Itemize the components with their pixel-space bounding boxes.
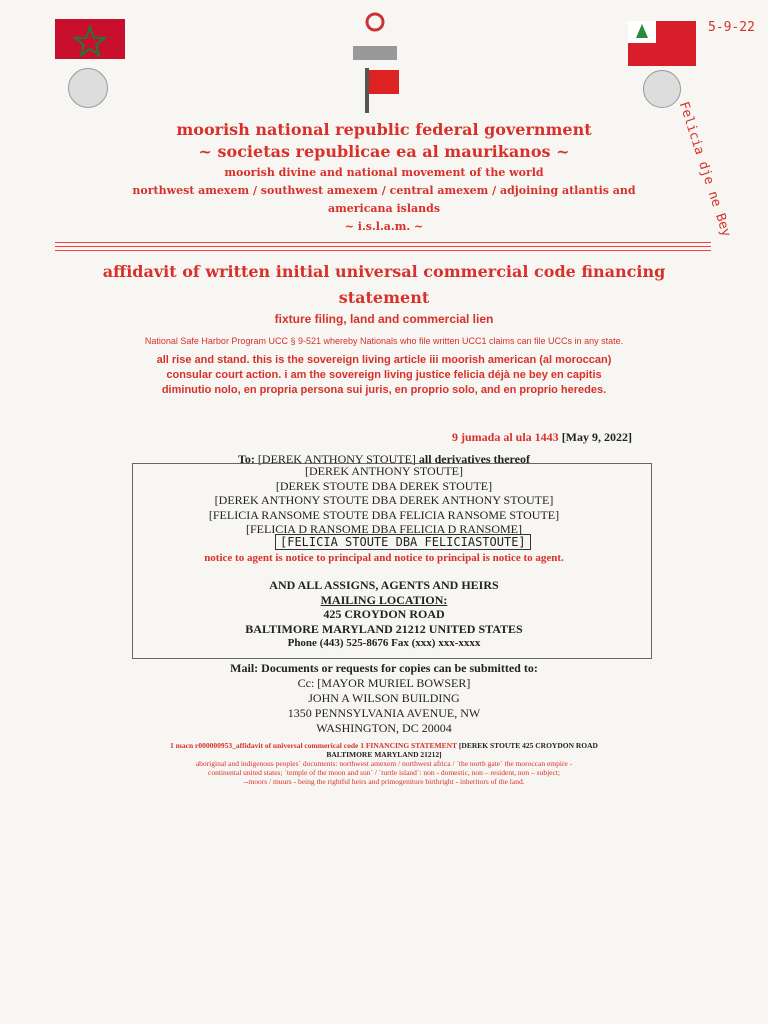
affidavit-subtitle: fixture filing, land and commercial lien [274, 312, 494, 326]
safe-harbor-text: National Safe Harbor Program UCC § 9-521 whereby Nationals who file written UCC1 claims can file UCCs in any state. [144, 336, 624, 346]
header-title: moorish national republic federal government [176, 120, 592, 139]
affidavit-title-line-1: affidavit of written initial universal commercial code financing [102, 262, 666, 281]
to-suffix: all derivatives thereof [418, 452, 530, 466]
to-label: To: [238, 452, 255, 466]
names-list [0, 464, 768, 537]
pine-tree-icon [628, 21, 656, 43]
footer-line-2: continental united states; `temple of the moon and sun` / `turtle island`: non - domestic, non – resident, non – subject; [207, 768, 560, 777]
list-item: [DEREK ANTHONY STOUTE DBA DEREK ANTHONY STOUTE] [214, 493, 554, 507]
handwritten-signature: Felicia dje ne Bey [675, 100, 734, 239]
footer-ref-address-2: BALTIMORE MARYLAND 21212] [326, 750, 442, 759]
divider-line [55, 250, 711, 251]
list-item: [FELICIA RANSOME STOUTE DBA FELICIA RANSOME STOUTE] [208, 507, 560, 522]
address-line-1: 425 CROYDON ROAD [323, 607, 445, 621]
mailing-block [0, 578, 768, 651]
footer-ref-address: [DEREK STOUTE 425 CROYDON ROAD [458, 741, 598, 750]
declaration-line-3: diminutio nolo, en propria persona sui juris, en proprio solo, and en proprio heredes. [161, 384, 607, 396]
footer-line-1: aboriginal and indigenous peoples` documents: northwest amexem / northwest africa / `the north gate` the moroccan empire - [195, 759, 573, 768]
city-line: WASHINGTON, DC 20004 [316, 721, 452, 735]
flag-canton [628, 21, 656, 43]
assigns-text: AND ALL ASSIGNS, AGENTS AND HEIRS [269, 578, 499, 592]
hijri-date: 9 jumada al ula 1443 [452, 430, 559, 444]
list-item: [DEREK STOUTE DBA DEREK STOUTE] [275, 478, 493, 493]
mail-section [0, 661, 768, 736]
footer-line-3: --moors / muurs - being the rightful heirs and primogeniture birthright - inheritors of the land. [243, 777, 525, 786]
eagle-seal-icon [643, 70, 681, 108]
affidavit-title-line-2: statement [338, 288, 430, 307]
moroccan-flag [55, 19, 125, 59]
pentagram-icon [55, 19, 125, 59]
header-line-3: moorish divine and national movement of the world [224, 166, 544, 179]
handwritten-name: [FELICIA STOUTE DBA FELICIASTOUTE] [275, 534, 531, 550]
address-line-2: BALTIMORE MARYLAND 21212 UNITED STATES [245, 621, 523, 636]
divider-line [55, 242, 711, 243]
street-line: 1350 PENNSYLVANIA AVENUE, NW [287, 706, 481, 720]
document-date [452, 430, 632, 445]
footer-ref: 1 macn r000000953_affidavit of universal commerical code 1 FINANCING STATEMENT [170, 741, 458, 750]
cc-line: Cc: [MAYOR MURIEL BOWSER] [297, 676, 471, 690]
header-line-6: ~ i.s.l.a.m. ~ [344, 220, 424, 233]
crescent-handshake-emblem-icon [345, 8, 405, 118]
handwritten-date: 5-9-22 [708, 20, 755, 35]
mailing-label: MAILING LOCATION: [320, 592, 448, 607]
declaration-line-2: consular court action. i am the sovereign living justice felicia déjà ne bey en capitis [166, 369, 602, 381]
to-name: [DEREK ANTHONY STOUTE] [257, 452, 416, 466]
red-flag-with-tree [628, 21, 696, 66]
gregorian-date: [May 9, 2022] [561, 430, 633, 444]
list-item: [FELICIA D RANSOME DBA FELICIA D RANSOME] [245, 522, 523, 536]
divider-line [55, 246, 711, 247]
notice-text: notice to agent is notice to principal and notice to principal is notice to agent. [204, 552, 564, 564]
phone-fax: Phone (443) 525-8676 Fax (xxx) xxx-xxxx [287, 637, 481, 649]
pyramid-seal-icon [68, 68, 108, 108]
footer [0, 741, 768, 786]
list-item: [DEREK ANTHONY STOUTE] [305, 464, 463, 478]
declaration-line-1: all rise and stand. this is the sovereign living article iii moorish american (al moroccan) [156, 354, 612, 366]
header-line-4: northwest amexem / southwest amexem / central amexem / adjoining atlantis and [132, 184, 636, 197]
header-subtitle: ~ societas republicae ea al maurikanos ~ [198, 142, 570, 161]
building-line: JOHN A WILSON BUILDING [308, 691, 460, 705]
mail-heading: Mail: Documents or requests for copies can be submitted to: [230, 661, 538, 675]
header-line-5: americana islands [327, 202, 441, 215]
